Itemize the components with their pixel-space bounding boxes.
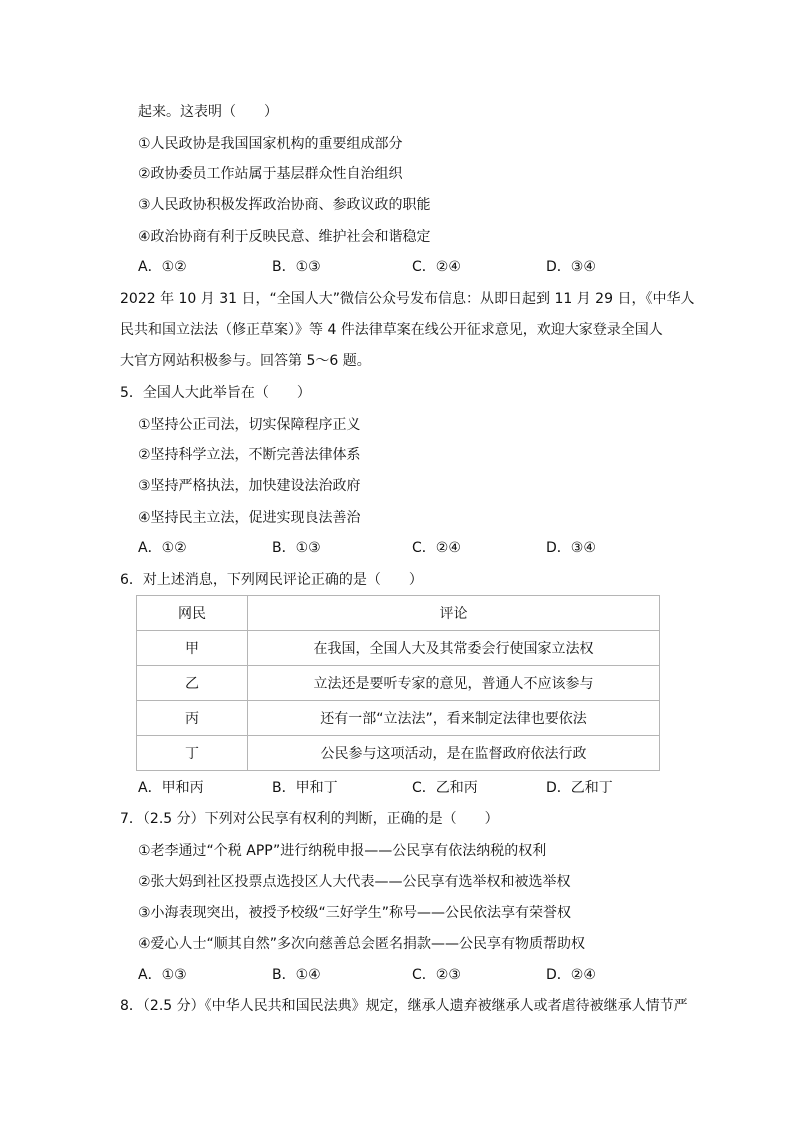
table-cell-netizen: 甲 xyxy=(137,631,248,666)
q4-stem-tail: 起来。这表明（ ） xyxy=(138,104,278,120)
table-cell-comment: 还有一部“立法法”，看来制定法律也要依法 xyxy=(248,701,660,736)
q7-options xyxy=(138,965,698,985)
table-header-row xyxy=(137,596,660,631)
q5-option-d[interactable]: D．③④ xyxy=(546,540,596,556)
table-row xyxy=(137,666,660,701)
material-line-1: 2022 年 10 月 31 日，“全国人大”微信公众号发布信息：从即日起到 11 月 29 日，《中华人 xyxy=(120,291,695,307)
q7-option-d[interactable]: D．②④ xyxy=(546,967,596,983)
q6-option-d[interactable]: D．乙和丁 xyxy=(546,780,613,796)
q4-statement-2: ②政协委员工作站属于基层群众性自治组织 xyxy=(138,166,403,182)
q7-option-b[interactable]: B．①④ xyxy=(272,967,321,983)
q7-stem: 7．（2.5 分）下列对公民享有权利的判断，正确的是（ ） xyxy=(120,811,499,827)
q4-options xyxy=(138,257,698,277)
table-row xyxy=(137,631,660,666)
q5-stem: 5．全国人大此举旨在（ ） xyxy=(120,385,311,401)
q5-option-a[interactable]: A．①② xyxy=(138,540,187,556)
q4-option-c[interactable]: C．②④ xyxy=(412,259,461,275)
q7-statement-2: ②张大妈到社区投票点选投区人大代表——公民享有选举权和被选举权 xyxy=(138,874,571,890)
q6-option-a[interactable]: A．甲和丙 xyxy=(138,780,204,796)
table-header-netizen: 网民 xyxy=(137,596,248,631)
q7-statement-3: ③小海表现突出，被授予校级“三好学生”称号——公民依法享有荣誉权 xyxy=(138,905,572,921)
q5-option-b[interactable]: B．①③ xyxy=(272,540,321,556)
q5-option-c[interactable]: C．②④ xyxy=(412,540,461,556)
q6-options xyxy=(138,778,698,798)
table-cell-netizen: 乙 xyxy=(137,666,248,701)
q5-statement-2: ②坚持科学立法，不断完善法律体系 xyxy=(138,447,361,463)
comments-table xyxy=(136,595,660,771)
q7-statement-1: ①老李通过“个税 APP”进行纳税申报——公民享有依法纳税的权利 xyxy=(138,843,547,859)
table-row xyxy=(137,736,660,771)
q6-option-c[interactable]: C．乙和丙 xyxy=(412,780,478,796)
table-cell-netizen: 丁 xyxy=(137,736,248,771)
q5-options xyxy=(138,538,698,558)
q4-option-a[interactable]: A．①② xyxy=(138,259,187,275)
q7-option-c[interactable]: C．②③ xyxy=(412,967,461,983)
q4-statement-3: ③人民政协积极发挥政治协商、参政议政的职能 xyxy=(138,197,431,213)
q4-option-b[interactable]: B．①③ xyxy=(272,259,321,275)
q7-statement-4: ④爱心人士“顺其自然”多次向慈善总会匿名捐款——公民享有物质帮助权 xyxy=(138,936,586,952)
q5-statement-4: ④坚持民主立法，促进实现良法善治 xyxy=(138,510,361,526)
q5-statement-3: ③坚持严格执法，加快建设法治政府 xyxy=(138,478,361,494)
table-cell-comment: 公民参与这项活动，是在监督政府依法行政 xyxy=(248,736,660,771)
q4-option-d[interactable]: D．③④ xyxy=(546,259,596,275)
q4-statement-4: ④政治协商有利于反映民意、维护社会和谐稳定 xyxy=(138,229,431,245)
material-line-3: 大官方网站积极参与。回答第 5～6 题。 xyxy=(120,353,371,369)
q4-statement-1: ①人民政协是我国国家机构的重要组成部分 xyxy=(138,136,403,152)
table-cell-netizen: 丙 xyxy=(137,701,248,736)
q6-stem: 6．对上述消息，下列网民评论正确的是（ ） xyxy=(120,572,423,588)
material-line-2: 民共和国立法法（修正草案）》等 4 件法律草案在线公开征求意见，欢迎大家登录全国人 xyxy=(120,322,663,338)
q5-statement-1: ①坚持公正司法，切实保障程序正义 xyxy=(138,417,361,433)
table-header-comment: 评论 xyxy=(248,596,660,631)
table-cell-comment: 立法还是要听专家的意见，普通人不应该参与 xyxy=(248,666,660,701)
q7-option-a[interactable]: A．①③ xyxy=(138,967,187,983)
q6-option-b[interactable]: B．甲和丁 xyxy=(272,780,338,796)
table-cell-comment: 在我国，全国人大及其常委会行使国家立法权 xyxy=(248,631,660,666)
table-row xyxy=(137,701,660,736)
q8-stem: 8．（2.5 分）《中华人民共和国民法典》规定，继承人遗弃被继承人或者虐待被继承人情节严 xyxy=(120,998,688,1014)
